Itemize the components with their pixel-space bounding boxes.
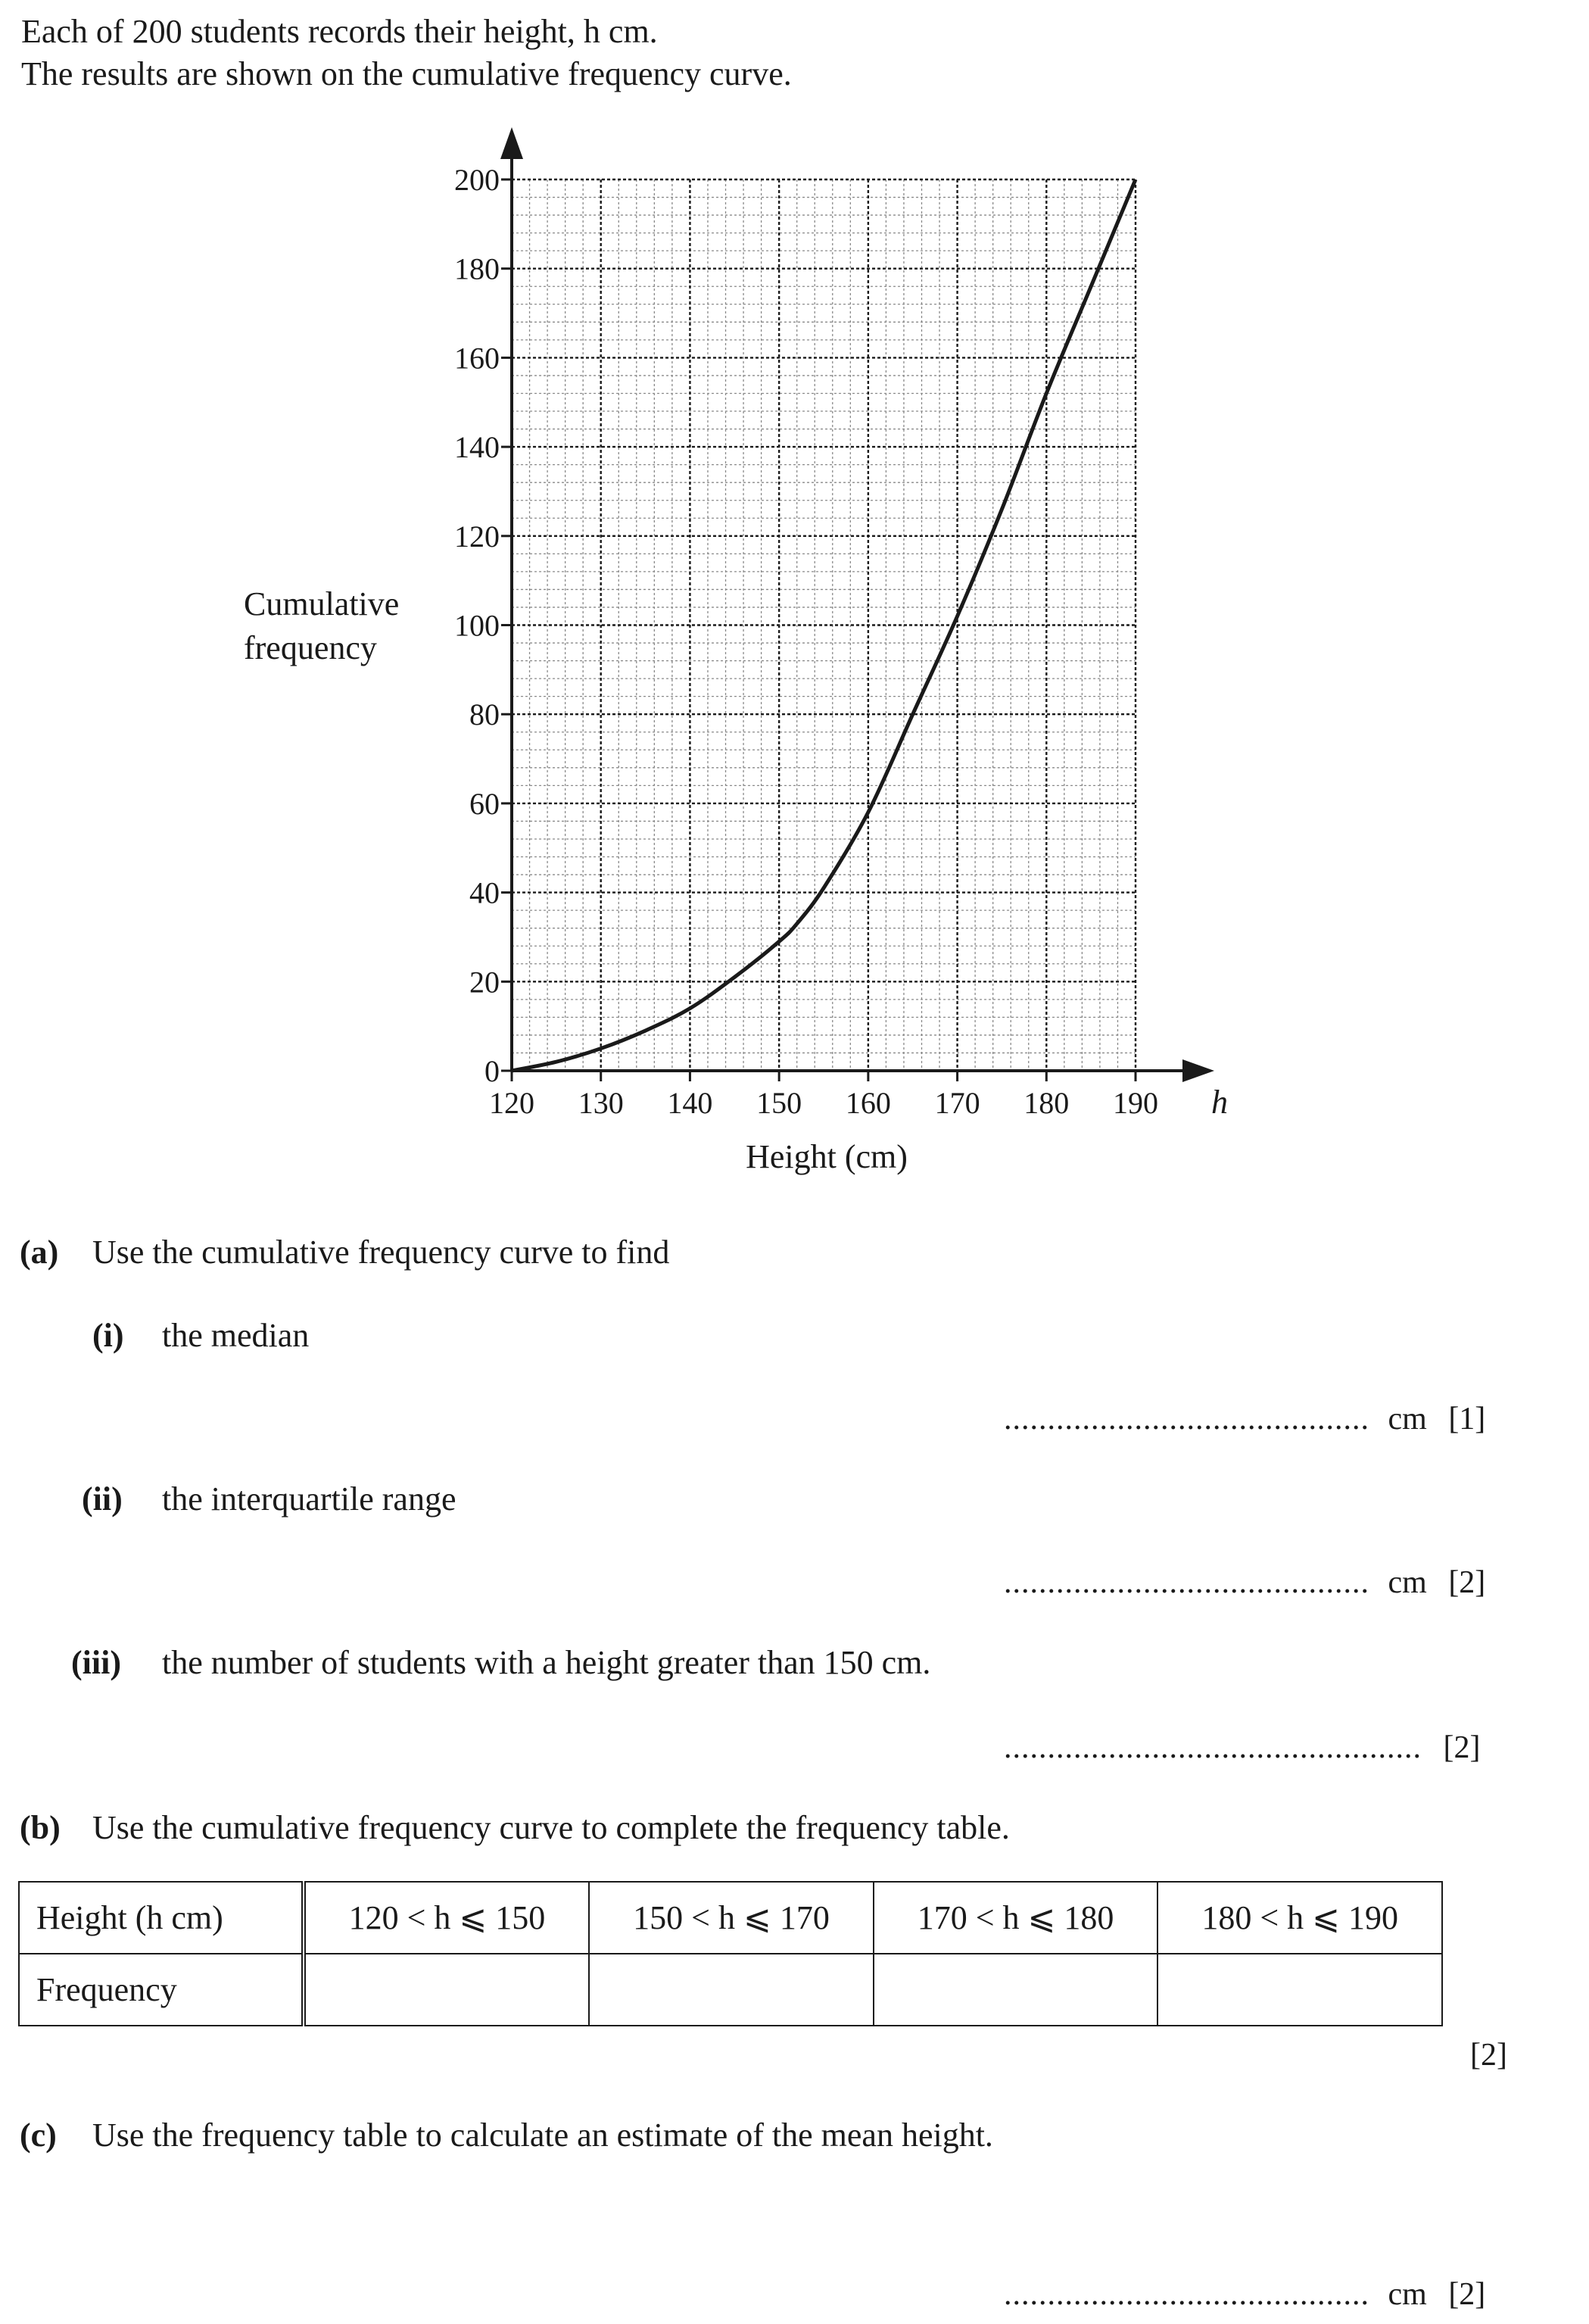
answer-dots: ................................................	[1004, 1730, 1422, 1765]
marks: [2]	[1443, 1730, 1481, 1765]
table-header-height: Height (h cm)	[19, 1882, 304, 1954]
y-tick-labels	[454, 163, 500, 1088]
intro-line-2: The results are shown on the cumulative frequency curve.	[21, 55, 792, 92]
answer-unit: cm	[1388, 2277, 1427, 2312]
part-a-ii-answer-line[interactable]	[1004, 1564, 1485, 1601]
answer-dots: ..........................................	[1004, 1402, 1369, 1437]
part-b-label: (b)	[20, 1809, 61, 1846]
frequency-input-cell[interactable]	[874, 1954, 1158, 2026]
intro-line-1: Each of 200 students records their height, h cm.	[21, 13, 658, 50]
y-tick-label: 180	[454, 251, 500, 286]
marks: [1]	[1448, 1402, 1486, 1437]
marks: [2]	[1448, 1565, 1486, 1600]
part-a-label: (a)	[20, 1234, 59, 1271]
part-a-i-label: (i)	[92, 1317, 124, 1354]
y-tick-label: 200	[454, 163, 500, 197]
x-tick-label: 150	[756, 1086, 802, 1120]
x-tick-label: 120	[489, 1086, 534, 1120]
part-a-iii-text: the number of students with a height greater than 150 cm.	[162, 1644, 931, 1681]
table-column-header: 170 < h ⩽ 180	[874, 1882, 1158, 1954]
answer-dots: ..........................................	[1004, 1565, 1369, 1600]
x-tick-label: 170	[934, 1086, 980, 1120]
axes	[500, 127, 1214, 1082]
marks: [2]	[1448, 2277, 1486, 2312]
y-tick-label: 40	[469, 875, 500, 910]
x-axis-label: Height (cm)	[746, 1138, 908, 1175]
part-c-text: Use the frequency table to calculate an estimate of the mean height.	[92, 2117, 993, 2154]
frequency-input-cell[interactable]	[589, 1954, 874, 2026]
x-tick-label: 180	[1024, 1086, 1070, 1120]
y-tick-label: 60	[469, 786, 500, 821]
table-column-header: 120 < h ⩽ 150	[304, 1882, 590, 1954]
part-c-answer-line[interactable]	[1004, 2276, 1485, 2313]
part-b-marks: [2]	[1470, 2038, 1507, 2073]
frequency-input-cell[interactable]	[304, 1954, 590, 2026]
table-column-header: 180 < h ⩽ 190	[1157, 1882, 1442, 1954]
y-tick-label: 80	[469, 697, 500, 732]
y-tick-label: 120	[454, 519, 500, 554]
y-axis-arrow	[500, 127, 523, 159]
part-a-i-text: the median	[162, 1317, 310, 1354]
part-b-text: Use the cumulative frequency curve to complete the frequency table.	[92, 1809, 1010, 1846]
y-tick-label: 20	[469, 965, 500, 1000]
x-tick-labels	[489, 1086, 1158, 1120]
table-row	[19, 1954, 1442, 2026]
x-tick-label: 160	[845, 1086, 891, 1120]
part-a-ii-text: the interquartile range	[162, 1480, 456, 1518]
y-tick-label: 0	[484, 1054, 500, 1088]
y-axis-label-line-2: frequency	[244, 629, 377, 666]
table-row	[19, 1882, 1442, 1954]
x-axis-symbol: h	[1211, 1084, 1228, 1121]
part-a-iii-answer-line[interactable]	[1004, 1730, 1480, 1766]
grid-major	[512, 179, 1136, 1071]
x-tick-label: 190	[1113, 1086, 1158, 1120]
x-axis-arrow	[1182, 1059, 1214, 1082]
part-a-i-answer-line[interactable]	[1004, 1401, 1485, 1437]
answer-unit: cm	[1388, 1402, 1427, 1437]
x-tick-label: 130	[578, 1086, 624, 1120]
part-a-ii-label: (ii)	[82, 1480, 123, 1518]
part-a-iii-label: (iii)	[71, 1644, 121, 1681]
frequency-input-cell[interactable]	[1157, 1954, 1442, 2026]
y-tick-label: 140	[454, 430, 500, 465]
part-a-text: Use the cumulative frequency curve to find	[92, 1234, 670, 1271]
y-axis-label-line-1: Cumulative	[244, 585, 400, 622]
table-column-header: 150 < h ⩽ 170	[589, 1882, 874, 1954]
y-tick-label: 100	[454, 608, 500, 643]
frequency-table	[18, 1881, 1443, 2026]
y-tick-label: 160	[454, 341, 500, 376]
answer-unit: cm	[1388, 1565, 1427, 1600]
table-header-frequency: Frequency	[19, 1954, 304, 2026]
x-tick-label: 140	[667, 1086, 713, 1120]
answer-dots: ..........................................	[1004, 2277, 1369, 2312]
part-c-label: (c)	[20, 2117, 57, 2154]
